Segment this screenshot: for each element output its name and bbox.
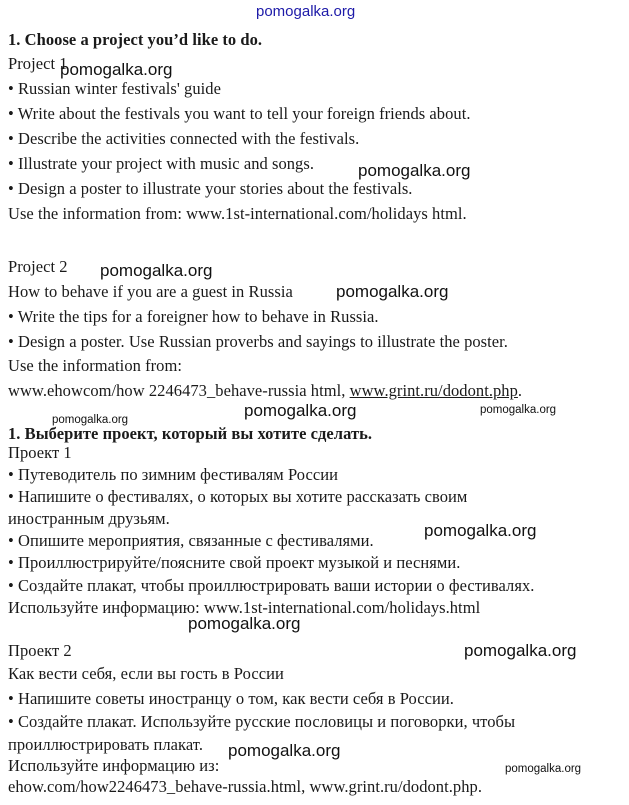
watermark: pomogalka.org <box>100 261 213 280</box>
watermark: pomogalka.org <box>480 404 557 416</box>
info-label-en: Use the information from: <box>8 356 183 375</box>
info-line-en: Use the information from: www.1st-international.com/holidays html. <box>8 204 467 223</box>
list-item: • Проиллюстрируйте/поясните свой проект музыкой и песнями. <box>8 553 461 572</box>
project2-title-ru: Как вести себя, если вы гость в России <box>8 664 284 683</box>
info-end: . <box>517 381 523 400</box>
list-item: • Опишите мероприятия, связанные с фестивалями. <box>8 531 374 550</box>
watermark-top: pomogalka.org <box>256 3 356 20</box>
watermark: pomogalka.org <box>464 641 577 660</box>
list-item: • Design a poster to illustrate your stories about the festivals. <box>8 179 413 198</box>
watermark: pomogalka.org <box>505 763 582 775</box>
info-line-ru-2: ehow.com/how2246473_behave-russia.html, www.grint.ru/dodont.php. <box>8 777 482 796</box>
project2-title-en: How to behave if you are a guest in Russia <box>8 282 293 301</box>
info-links-en <box>8 381 522 401</box>
list-item: • Design a poster. Use Russian proverbs and sayings to illustrate the poster. <box>8 332 508 351</box>
watermark: pomogalka.org <box>60 60 173 79</box>
project2-label-ru: Проект 2 <box>8 641 72 660</box>
heading-ru: 1. Выберите проект, который вы хотите сделать. <box>8 424 373 443</box>
list-item: • Illustrate your project with music and songs. <box>8 154 314 173</box>
list-item: • Напишите о фестивалях, о которых вы хотите рассказать своим <box>8 487 468 506</box>
watermark: pomogalka.org <box>424 521 537 540</box>
watermark: pomogalka.org <box>52 414 129 426</box>
list-item: • Путеводитель по зимним фестивалям России <box>8 465 338 484</box>
project1-label-ru: Проект 1 <box>8 443 72 462</box>
list-item: • Создайте плакат. Используйте русские пословицы и поговорки, чтобы <box>8 712 516 731</box>
list-item: • Russian winter festivals' guide <box>8 79 221 98</box>
heading-en: 1. Choose a project you’d like to do. <box>8 30 263 49</box>
list-item: • Describe the activities connected with the festivals. <box>8 129 360 148</box>
list-item: • Напишите советы иностранцу о том, как вести себя в России. <box>8 689 454 708</box>
watermark: pomogalka.org <box>358 161 471 180</box>
info-link1: www.ehowcom/how 2246473_behave-russia html, <box>8 381 346 400</box>
project1-label-en: Project 1 <box>8 54 68 73</box>
list-item: • Создайте плакат, чтобы проиллюстрировать ваши истории о фестивалях. <box>8 576 535 595</box>
list-item: • Write the tips for a foreigner how to behave in Russia. <box>8 307 379 326</box>
info-label-ru: Используйте информацию из: <box>8 756 220 775</box>
info-link2[interactable]: www.grint.ru/dodont.php <box>349 381 518 400</box>
list-item: • Write about the festivals you want to tell your foreign friends about. <box>8 104 471 123</box>
list-item: иностранным друзьям. <box>8 509 170 528</box>
list-item: проиллюстрировать плакат. <box>8 735 203 754</box>
watermark: pomogalka.org <box>336 282 449 301</box>
watermark: pomogalka.org <box>244 401 357 420</box>
info-line-ru: Используйте информацию: www.1st-international.com/holidays.html <box>8 598 481 617</box>
project2-label-en: Project 2 <box>8 257 68 276</box>
watermark: pomogalka.org <box>188 614 301 633</box>
watermark: pomogalka.org <box>228 741 341 760</box>
